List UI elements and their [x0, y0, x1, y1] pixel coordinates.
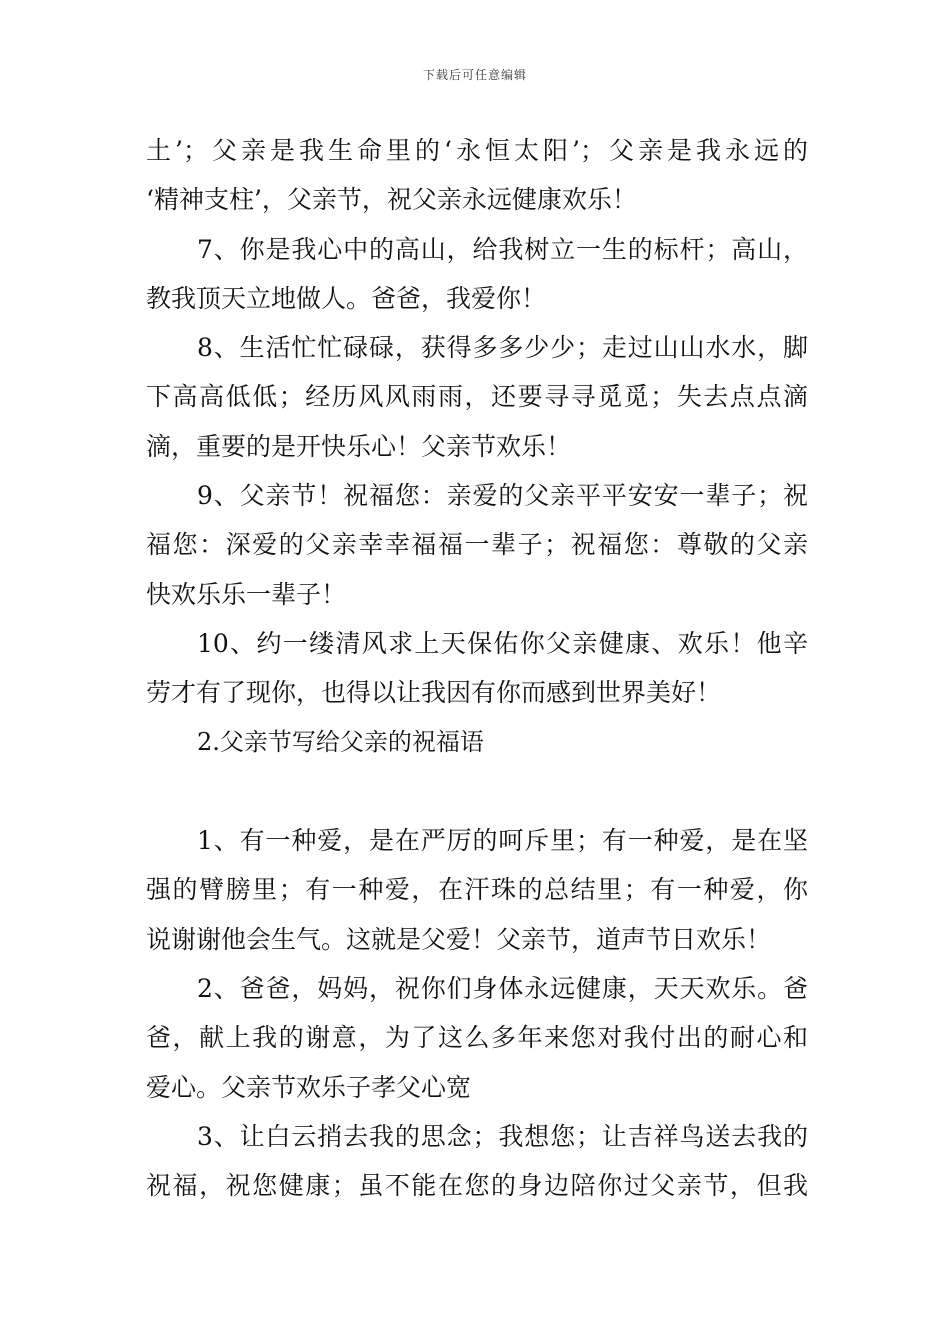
text-line: 教我顶天立地做人。爸爸，我爱你！	[146, 283, 547, 313]
text-line: 爸，献上我的谢意，为了这么多年来您对我付出的耐心和	[146, 1023, 808, 1053]
text-line: 快欢乐乐一辈子！	[146, 579, 347, 609]
text-line: 爱心。父亲节欢乐子孝父心宽	[146, 1072, 472, 1102]
text-line: 劳才有了现你，也得以让我因有你而感到世界美好！	[146, 678, 722, 708]
text-line: 下高高低低；经历风风雨雨，还要寻寻觅觅；失去点点滴	[146, 382, 808, 412]
text-line: 土’；父亲是我生命里的‘永恒太阳’；父亲是我永远的	[146, 136, 808, 165]
paragraph-10-start: 10、约一缕清风求上天保佑你父亲健康、欢乐！他辛	[197, 628, 808, 658]
section-heading: 2.父亲节写给父亲的祝福语	[197, 727, 484, 756]
blank-line	[146, 767, 808, 816]
document-body	[146, 126, 808, 1211]
text-line: 说谢谢他会生气。这就是父爱！父亲节，道声节日欢乐！	[146, 924, 772, 954]
paragraph-9-start: 9、父亲节！祝福您：亲爱的父亲平平安安一辈子；祝	[197, 481, 808, 511]
paragraph-1-start: 1、有一种爱，是在严厉的呵斥里；有一种爱，是在坚	[197, 826, 808, 856]
text-line: 祝福，祝您健康；虽不能在您的身边陪你过父亲节，但我	[146, 1171, 808, 1201]
paragraph-7-start: 7、你是我心中的高山，给我树立一生的标杆；高山，	[197, 234, 808, 264]
paragraph-8-start: 8、生活忙忙碌碌，获得多多少少；走过山山水水，脚	[197, 333, 808, 363]
paragraph-2-start: 2、爸爸，妈妈，祝你们身体永远健康，天天欢乐。爸	[197, 974, 808, 1004]
page-header: 下载后可任意编辑	[422, 68, 527, 82]
text-line: ‘精神支柱’，父亲节，祝父亲永远健康欢乐！	[146, 185, 637, 215]
text-line: 滴，重要的是开快乐心！父亲节欢乐！	[146, 431, 572, 461]
paragraph-3-start: 3、让白云捎去我的思念；我想您；让吉祥鸟送去我的	[197, 1121, 808, 1151]
text-line: 强的臂膀里；有一种爱，在汗珠的总结里；有一种爱，你	[146, 875, 808, 905]
text-line: 福您：深爱的父亲幸幸福福一辈子；祝福您：尊敬的父亲	[146, 530, 808, 560]
